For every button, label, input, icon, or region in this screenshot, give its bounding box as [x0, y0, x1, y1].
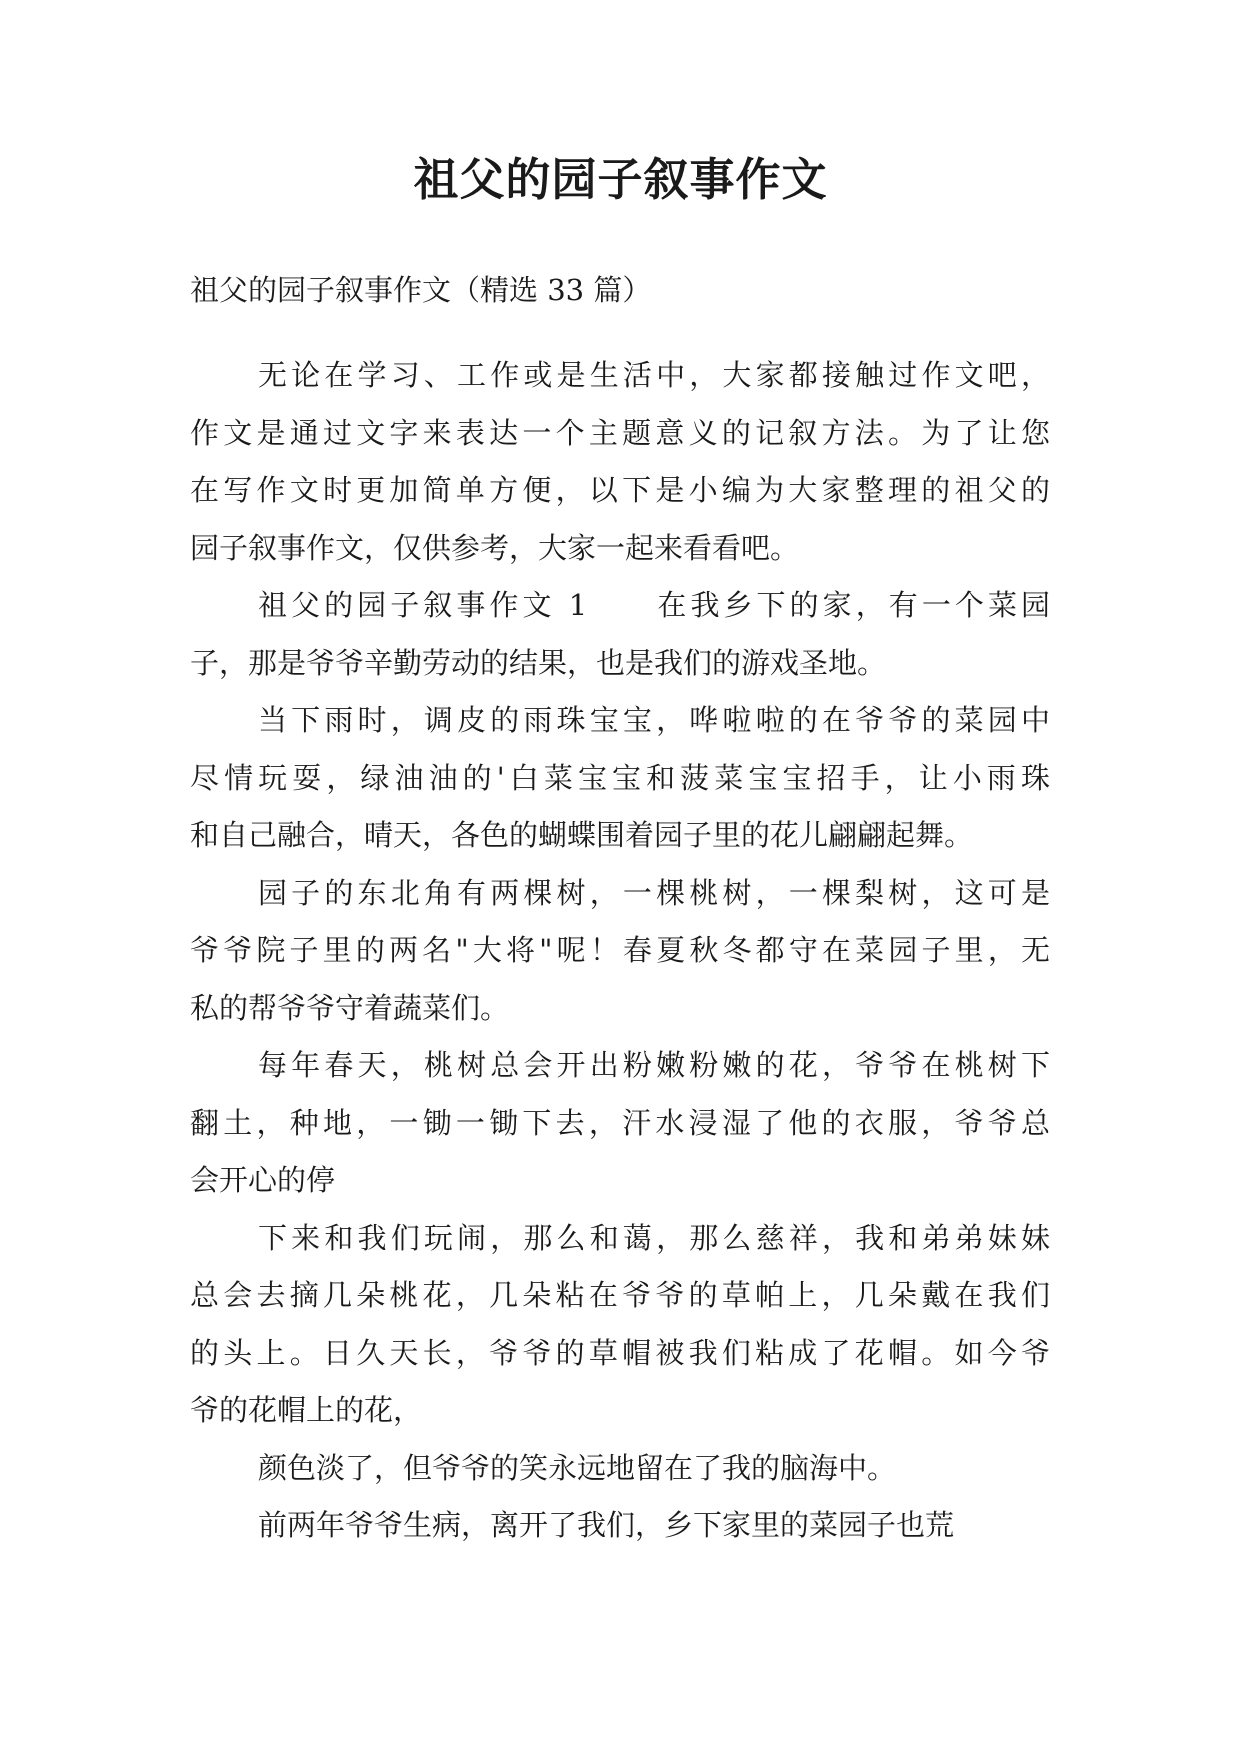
text-line: 私的帮爷爷守着蔬菜们。: [190, 990, 510, 1025]
text-line: 在写作文时更加简单方便，以下是小编为大家整理的祖父的: [190, 473, 1050, 507]
text-line: 尽情玩耍，绿油油的'白菜宝宝和菠菜宝宝招手，让小雨珠: [190, 760, 1050, 795]
text-line: 会开心的停: [190, 1163, 336, 1197]
paragraph-illness: [190, 1497, 1050, 1555]
text-line: 子，那是爷爷辛勤劳动的结果，也是我们的游戏圣地。: [190, 645, 887, 680]
text-line: 前两年爷爷生病，离开了我们，乡下家里的菜园子也荒: [258, 1508, 955, 1542]
text-line: 爷爷院子里的两名"大将"呢！春夏秋冬都守在菜园子里，无: [190, 933, 1050, 967]
text-line: 爷的花帽上的花，: [190, 1393, 423, 1427]
document-subtitle: 祖父的园子叙事作文（精选 33 篇）: [190, 273, 652, 307]
paragraph-essay-1-start: [190, 577, 1050, 692]
text-line: 颜色淡了，但爷爷的笑永远地留在了我的脑海中。: [258, 1450, 897, 1485]
text-line: 每年春天，桃树总会开出粉嫩粉嫩的花，爷爷在桃树下: [258, 1048, 1050, 1082]
text-line: 园子的东北角有两棵树，一棵桃树，一棵梨树，这可是: [258, 875, 1050, 910]
text-line: 无论在学习、工作或是生活中，大家都接触过作文吧，: [258, 358, 1050, 392]
text-line: 园子叙事作文，仅供参考，大家一起来看看吧。: [190, 530, 800, 565]
paragraph-intro: [190, 347, 1050, 577]
text-line: 和自己融合，晴天，各色的蝴蝶围着园子里的花儿翩翩起舞。: [190, 818, 974, 852]
paragraph-play: [190, 1210, 1050, 1440]
text-line: 的头上。日久天长，爷爷的草帽被我们粘成了花帽。如今爷: [190, 1335, 1050, 1370]
text-line: 作文是通过文字来表达一个主题意义的记叙方法。为了让您: [190, 415, 1050, 450]
document-body: [190, 347, 1050, 1555]
paragraph-memory: [190, 1440, 1050, 1498]
paragraph-rain: [190, 692, 1050, 865]
document-title: 祖父的园子叙事作文: [413, 153, 828, 206]
text-line: 总会去摘几朵桃花，几朵粘在爷爷的草帕上，几朵戴在我们: [190, 1278, 1050, 1312]
paragraph-spring: [190, 1037, 1050, 1210]
text-line: 翻土，种地，一锄一锄下去，汗水浸湿了他的衣服，爷爷总: [190, 1105, 1050, 1140]
text-line: 祖父的园子叙事作文 1 在我乡下的家，有一个菜园: [258, 588, 1050, 622]
text-line: 当下雨时，调皮的雨珠宝宝，哗啦啦的在爷爷的菜园中: [258, 703, 1050, 737]
text-line: 下来和我们玩闹，那么和蔼，那么慈祥，我和弟弟妹妹: [258, 1220, 1050, 1255]
paragraph-trees: [190, 865, 1050, 1038]
